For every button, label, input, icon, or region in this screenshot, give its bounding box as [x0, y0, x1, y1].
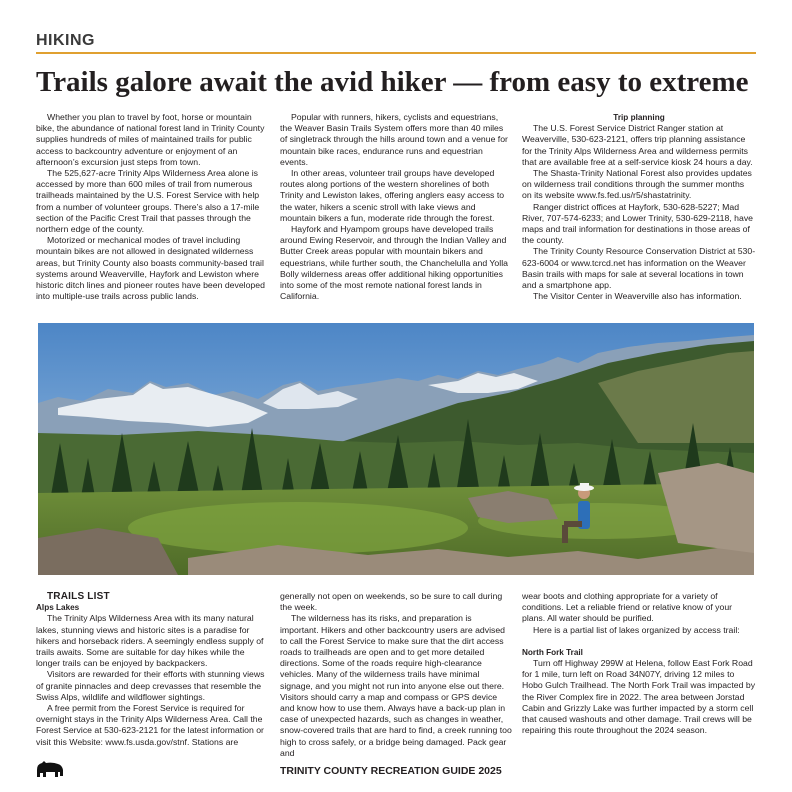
north-fork-heading: North Fork Trail: [522, 647, 583, 657]
trip-planning-paragraph: The Shasta-Trinity National Forest also provides updates on wilderness trail conditions through the summer months on its website www.fs.fed.us/r5/shastatrinity.: [522, 168, 752, 201]
section-rule: [36, 52, 756, 54]
section-label: HIKING: [36, 32, 95, 49]
trails-list-column-3: [522, 591, 756, 736]
intro-paragraph: Hayfork and Hyampom groups have developed trails around Ewing Reservoir, and through the Indian Valley and Butter Creek areas popular with mountain bikers and equestrians, while further south, the Chanchelulla and Yolla Bolly wilderness areas offer additional hiking opportunities into some of the most remote national forest lands in California.: [280, 224, 508, 302]
trails-paragraph: A free permit from the Forest Service is required for overnight stays in the Trinity Alps Wilderness Area. Call the Forest Service at 530-623-2121 for the latest information or visit this Website: www.fs.usda.gov/stnf. Stations are: [36, 703, 264, 747]
spacer: [522, 636, 756, 647]
trip-planning-paragraph: The U.S. Forest Service District Ranger station at Weaverville, 530-623-2121, offers trip planning assistance for the Trinity Alps Wilderness Area and wilderness permits that are available free at a self-service kiosk 24 hours a day.: [522, 123, 753, 167]
trails-paragraph: wear boots and clothing appropriate for a variety of conditions. Let a reliable friend or relative know of your plans. All water should be purified.: [522, 591, 733, 624]
trails-paragraph: Visitors are rewarded for their efforts with stunning views of granite pinnacles and deep crevasses that resemble the Swiss Alps, wildlife and wildflower sightings.: [36, 669, 265, 702]
intro-paragraph: Whether you plan to travel by foot, horse or mountain bike, the abundance of national forest land in Trinity County supplies hundreds of miles of maintained trails for public access to backcountry adventure or enjoyment of an afternoon’s excursion just steps from town.: [36, 112, 265, 167]
trails-paragraph: generally not open on weekends, so be sure to call during the week.: [280, 591, 503, 613]
intro-paragraph: Popular with runners, hikers, cyclists and equestrians, the Weaver Basin Trails System offers more than 40 miles of singletrack through the hills around town and a venue for mountain bike races, endurance runs and equestrian events.: [280, 112, 508, 167]
trails-paragraph: Here is a partial list of lakes organized by access trail:: [533, 624, 740, 635]
intro-paragraph: The 525,627-acre Trinity Alps Wilderness Area alone is accessed by more than 600 miles of trail from numerous trailheads maintained by the U.S. Forest Service with help from a number of volunteer groups. There’s also a 17-mile section of the Pacific Crest Trail that passes through the northern edge of the county.: [36, 168, 260, 235]
trails-paragraph: The wilderness has its risks, and preparation is important. Hikers and other backcountry users are advised to call the Forest Service to make sure that the dirt access roads to trailheads are open and to get more detailed directions. Some of the roads require high-clearance vehicles. Many of the wilderness trails have minimal signage, and you might not run into anyone else out there. Visitors should carry a map and compass or GPS device and know how to use them. Always have a back-up plan in case of unexpected hazards, such as changes in weather, snow-covered trails that are hard to find, a creek running too high to cross safely, or a bridge being damaged. Pack gear and: [280, 613, 512, 758]
trip-planning-heading: Trip planning: [613, 113, 665, 122]
trip-planning-paragraph: The Visitor Center in Weaverville also has information.: [533, 291, 742, 302]
trails-list-column-2: [280, 591, 512, 759]
trails-list-title: TRAILS LIST: [47, 591, 110, 602]
footer-title: TRINITY COUNTY RECREATION GUIDE 2025: [280, 765, 502, 777]
intro-paragraph: In other areas, volunteer trail groups have developed routes along portions of the western shorelines of both Trinity and Lewiston lakes, offering anglers easy access to the water, hikers a scenic stroll with lake views and mountain bikers a fun, moderate ride through the forest.: [280, 168, 505, 223]
alps-lakes-heading: Alps Lakes: [36, 603, 80, 613]
trip-planning-paragraph: Ranger district offices at Hayfork, 530-628-5227; Mad River, 707-574-6233; and Lower Trinity, 530-629-2118, have maps and trail information for destinations in those areas of the county.: [522, 201, 754, 246]
intro-column-2: [280, 112, 512, 302]
intro-column-3: [522, 112, 756, 302]
trip-planning-paragraph: The Trinity County Resource Conservation District at 530-623-6004 or www.tcrcd.net has information on the Weaver Basin trails with maps for sale at several locations in town and a smartphone app.: [522, 246, 756, 291]
page-headline: Trails galore await the avid hiker — from easy to extreme: [36, 66, 749, 98]
intro-column-1: [36, 112, 266, 302]
trails-paragraph: The Trinity Alps Wilderness Area with its many natural lakes, stunning views and historic sites is a paradise for hikers and horseback riders. A seemingly endless supply of trails awaits. Some are suitable for day hikes while the longer trails can be enjoyed by backpackers.: [36, 613, 264, 669]
north-fork-paragraph: Turn off Highway 299W at Helena, follow East Fork Road for 1 mile, turn left on Road 34N07Y, driving 12 miles to Hobo Gulch Trailhead. The North Fork Trail was impacted by the River Complex fire in 2022. The area between Jorstad Cabin and Grizzly Lake was further impacted by a storm cell that caused washouts and other damage. Trail crews will be repairing this route throughout the 2024 season.: [522, 658, 756, 736]
bear-logo-icon: [35, 758, 65, 780]
intro-paragraph: Motorized or mechanical modes of travel including mountain bikes are not allowed in designated wilderness areas, but Trinity County also boasts community-based trail systems around Weaverville, Hayfork and Lewiston where historic ditch lines and pioneer routes have been developed into multiple-use trails across public lands.: [36, 235, 265, 302]
trails-list-column-1: [36, 591, 266, 748]
mountain-hiker-photo: [38, 323, 754, 575]
